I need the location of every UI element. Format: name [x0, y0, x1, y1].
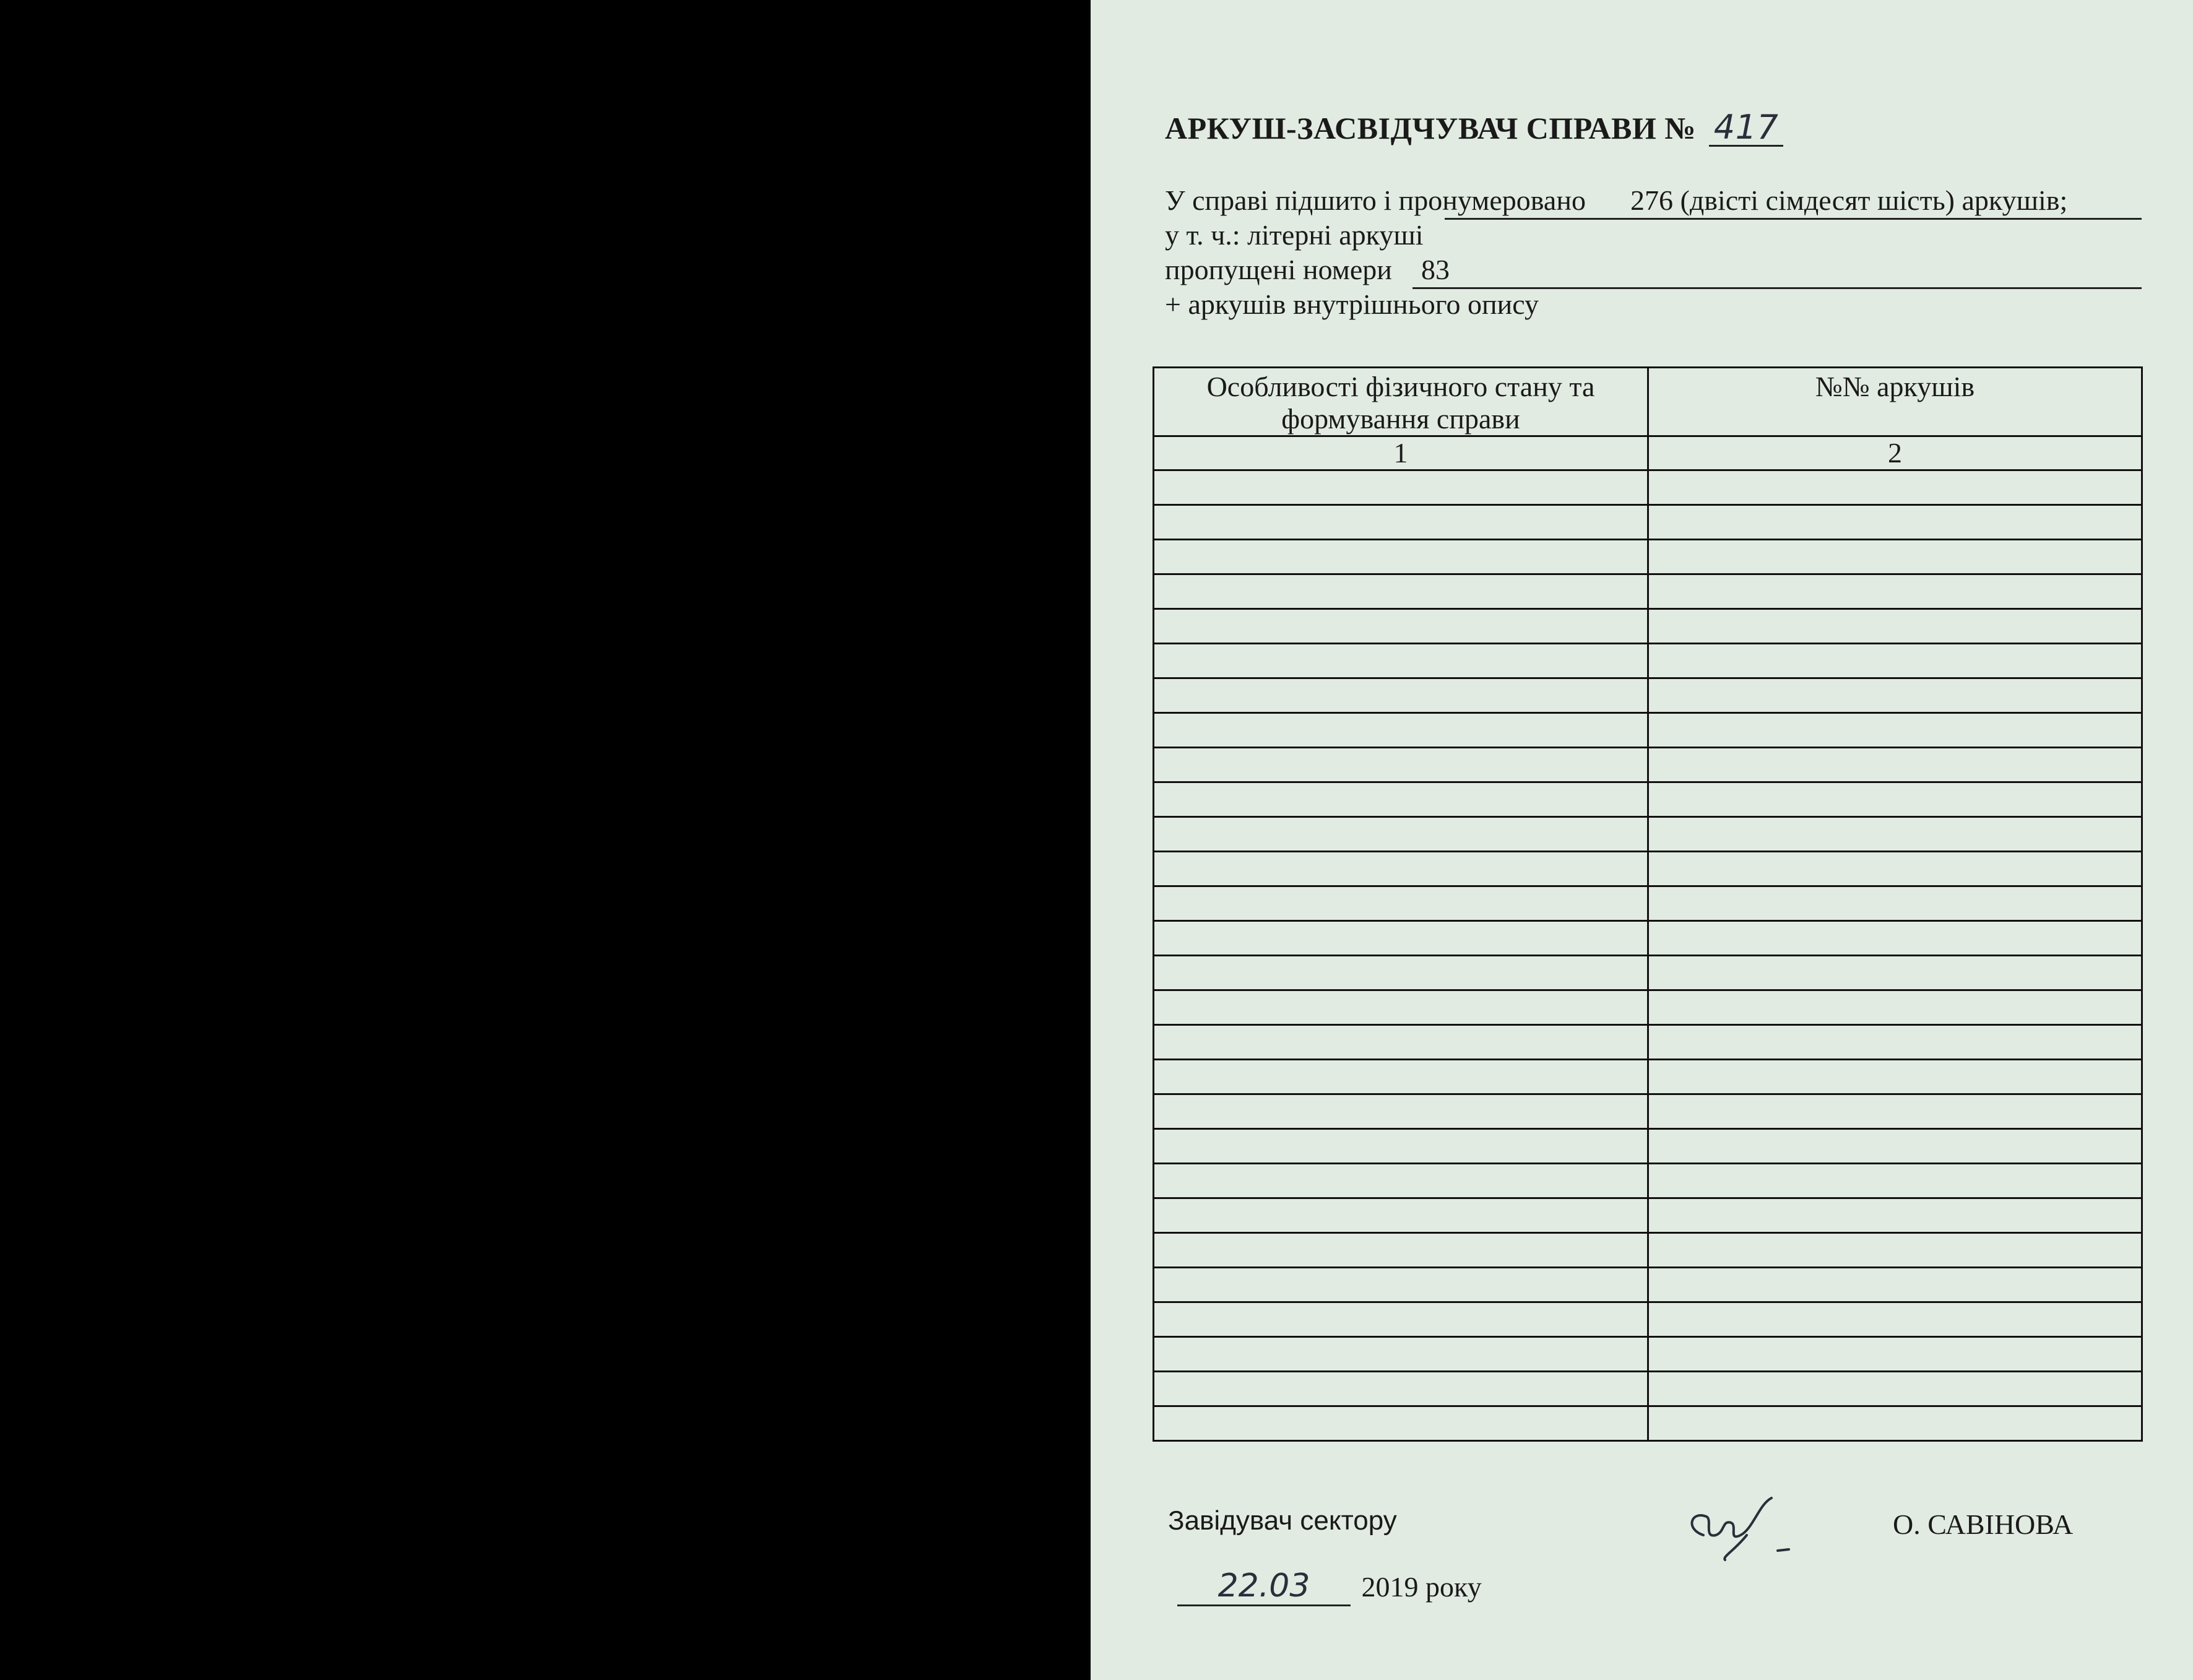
table-row [1154, 505, 2142, 540]
field-inner-inventory [1165, 287, 2155, 322]
table-cell [1648, 1372, 2142, 1406]
table-row [1154, 1094, 2142, 1129]
table-cell [1154, 609, 1648, 644]
column-header-condition: Особливості фізичного стану та формування справи [1154, 368, 1648, 436]
table-row [1154, 1164, 2142, 1198]
table-header-row [1154, 368, 2142, 436]
table-cell [1154, 1025, 1648, 1060]
table-cell [1648, 1129, 2142, 1164]
table-cell [1648, 748, 2142, 782]
table-cell [1154, 817, 1648, 852]
table-row [1154, 1268, 2142, 1302]
table-cell [1648, 817, 2142, 852]
table-cell [1648, 956, 2142, 990]
table-cell [1154, 886, 1648, 921]
condition-table [1153, 366, 2143, 1442]
table-row [1154, 678, 2142, 713]
table-row [1154, 1302, 2142, 1337]
position-title: Завідувач сектору [1168, 1505, 1397, 1536]
table-cell [1648, 1198, 2142, 1233]
table-cell [1648, 470, 2142, 505]
table-row [1154, 886, 2142, 921]
column-number-1: 1 [1154, 436, 1648, 470]
field-label: у т. ч.: літерні аркуші [1165, 219, 1424, 251]
table-cell [1154, 574, 1648, 609]
field-value: 276 (двісті сімдесят шість) аркушів; [1622, 183, 2142, 220]
table-row [1154, 748, 2142, 782]
table-cell [1154, 678, 1648, 713]
table-cell [1648, 886, 2142, 921]
table-cell [1154, 1233, 1648, 1268]
table-cell [1648, 1025, 2142, 1060]
table-cell [1154, 852, 1648, 886]
table-cell [1648, 505, 2142, 540]
table-cell [1648, 1233, 2142, 1268]
title-text: АРКУШ-ЗАСВІДЧУВАЧ СПРАВИ № [1165, 111, 1697, 145]
table-number-row [1154, 436, 2142, 470]
table-cell [1154, 1129, 1648, 1164]
table-row [1154, 1337, 2142, 1372]
table-row [1154, 1060, 2142, 1094]
table-cell [1154, 1268, 1648, 1302]
handwritten-signature [1679, 1492, 1802, 1566]
table-row [1154, 1372, 2142, 1406]
case-number: 417 [1709, 110, 1783, 147]
field-value [1555, 287, 2142, 289]
field-value [1445, 218, 2142, 220]
table-cell [1154, 644, 1648, 678]
table-cell [1648, 921, 2142, 956]
table-cell [1154, 1198, 1648, 1233]
field-pages-count [1165, 183, 2155, 218]
table-cell [1154, 1406, 1648, 1441]
table-cell [1648, 540, 2142, 574]
table-row [1154, 1233, 2142, 1268]
table-cell [1648, 644, 2142, 678]
field-value: 83 [1412, 253, 2142, 289]
table-row [1154, 1198, 2142, 1233]
table-cell [1154, 1164, 1648, 1198]
table-cell [1648, 1302, 2142, 1337]
certification-sheet [1091, 0, 2193, 1680]
table-row [1154, 921, 2142, 956]
table-cell [1154, 990, 1648, 1025]
table-cell [1154, 748, 1648, 782]
field-label: У справі підшито і пронумеровано [1165, 184, 1586, 216]
table-row [1154, 540, 2142, 574]
table-cell [1154, 1337, 1648, 1372]
table-cell [1648, 609, 2142, 644]
scan-background [0, 0, 1091, 1680]
table-row [1154, 609, 2142, 644]
table-cell [1648, 990, 2142, 1025]
table-cell [1154, 470, 1648, 505]
field-label: пропущені номери [1165, 254, 1392, 285]
date-handwritten: 22.03 [1177, 1567, 1351, 1606]
table-cell [1648, 782, 2142, 817]
table-cell [1154, 956, 1648, 990]
table-row [1154, 1406, 2142, 1441]
table-cell [1648, 1060, 2142, 1094]
table-cell [1154, 1302, 1648, 1337]
field-label: + аркушів внутрішнього опису [1165, 288, 1539, 320]
table-row [1154, 852, 2142, 886]
date-year: 2019 року [1361, 1571, 1482, 1603]
table-row [1154, 644, 2142, 678]
table-cell [1648, 1337, 2142, 1372]
table-cell [1154, 540, 1648, 574]
field-missing-numbers [1165, 253, 2155, 287]
signature-date [1177, 1567, 1482, 1611]
table-cell [1648, 1094, 2142, 1129]
table-cell [1648, 852, 2142, 886]
table-row [1154, 956, 2142, 990]
table-cell [1648, 574, 2142, 609]
table-row [1154, 1129, 2142, 1164]
table-cell [1154, 921, 1648, 956]
table-row [1154, 574, 2142, 609]
table-row [1154, 990, 2142, 1025]
table-row [1154, 713, 2142, 748]
table-cell [1154, 1094, 1648, 1129]
table-cell [1648, 1268, 2142, 1302]
table-row [1154, 782, 2142, 817]
field-letter-pages [1165, 218, 2155, 253]
table-row [1154, 470, 2142, 505]
table-cell [1154, 782, 1648, 817]
table-cell [1154, 505, 1648, 540]
sheet-title [1165, 110, 1783, 147]
signer-name: О. САВІНОВА [1893, 1509, 2074, 1540]
column-header-sheet-numbers: №№ аркушів [1648, 368, 2142, 436]
table-row [1154, 817, 2142, 852]
table-cell [1154, 1060, 1648, 1094]
table-cell [1154, 713, 1648, 748]
column-number-2: 2 [1648, 436, 2142, 470]
table-cell [1648, 1406, 2142, 1441]
table-cell [1648, 678, 2142, 713]
table-cell [1648, 713, 2142, 748]
table-cell [1154, 1372, 1648, 1406]
table-row [1154, 1025, 2142, 1060]
table-cell [1648, 1164, 2142, 1198]
